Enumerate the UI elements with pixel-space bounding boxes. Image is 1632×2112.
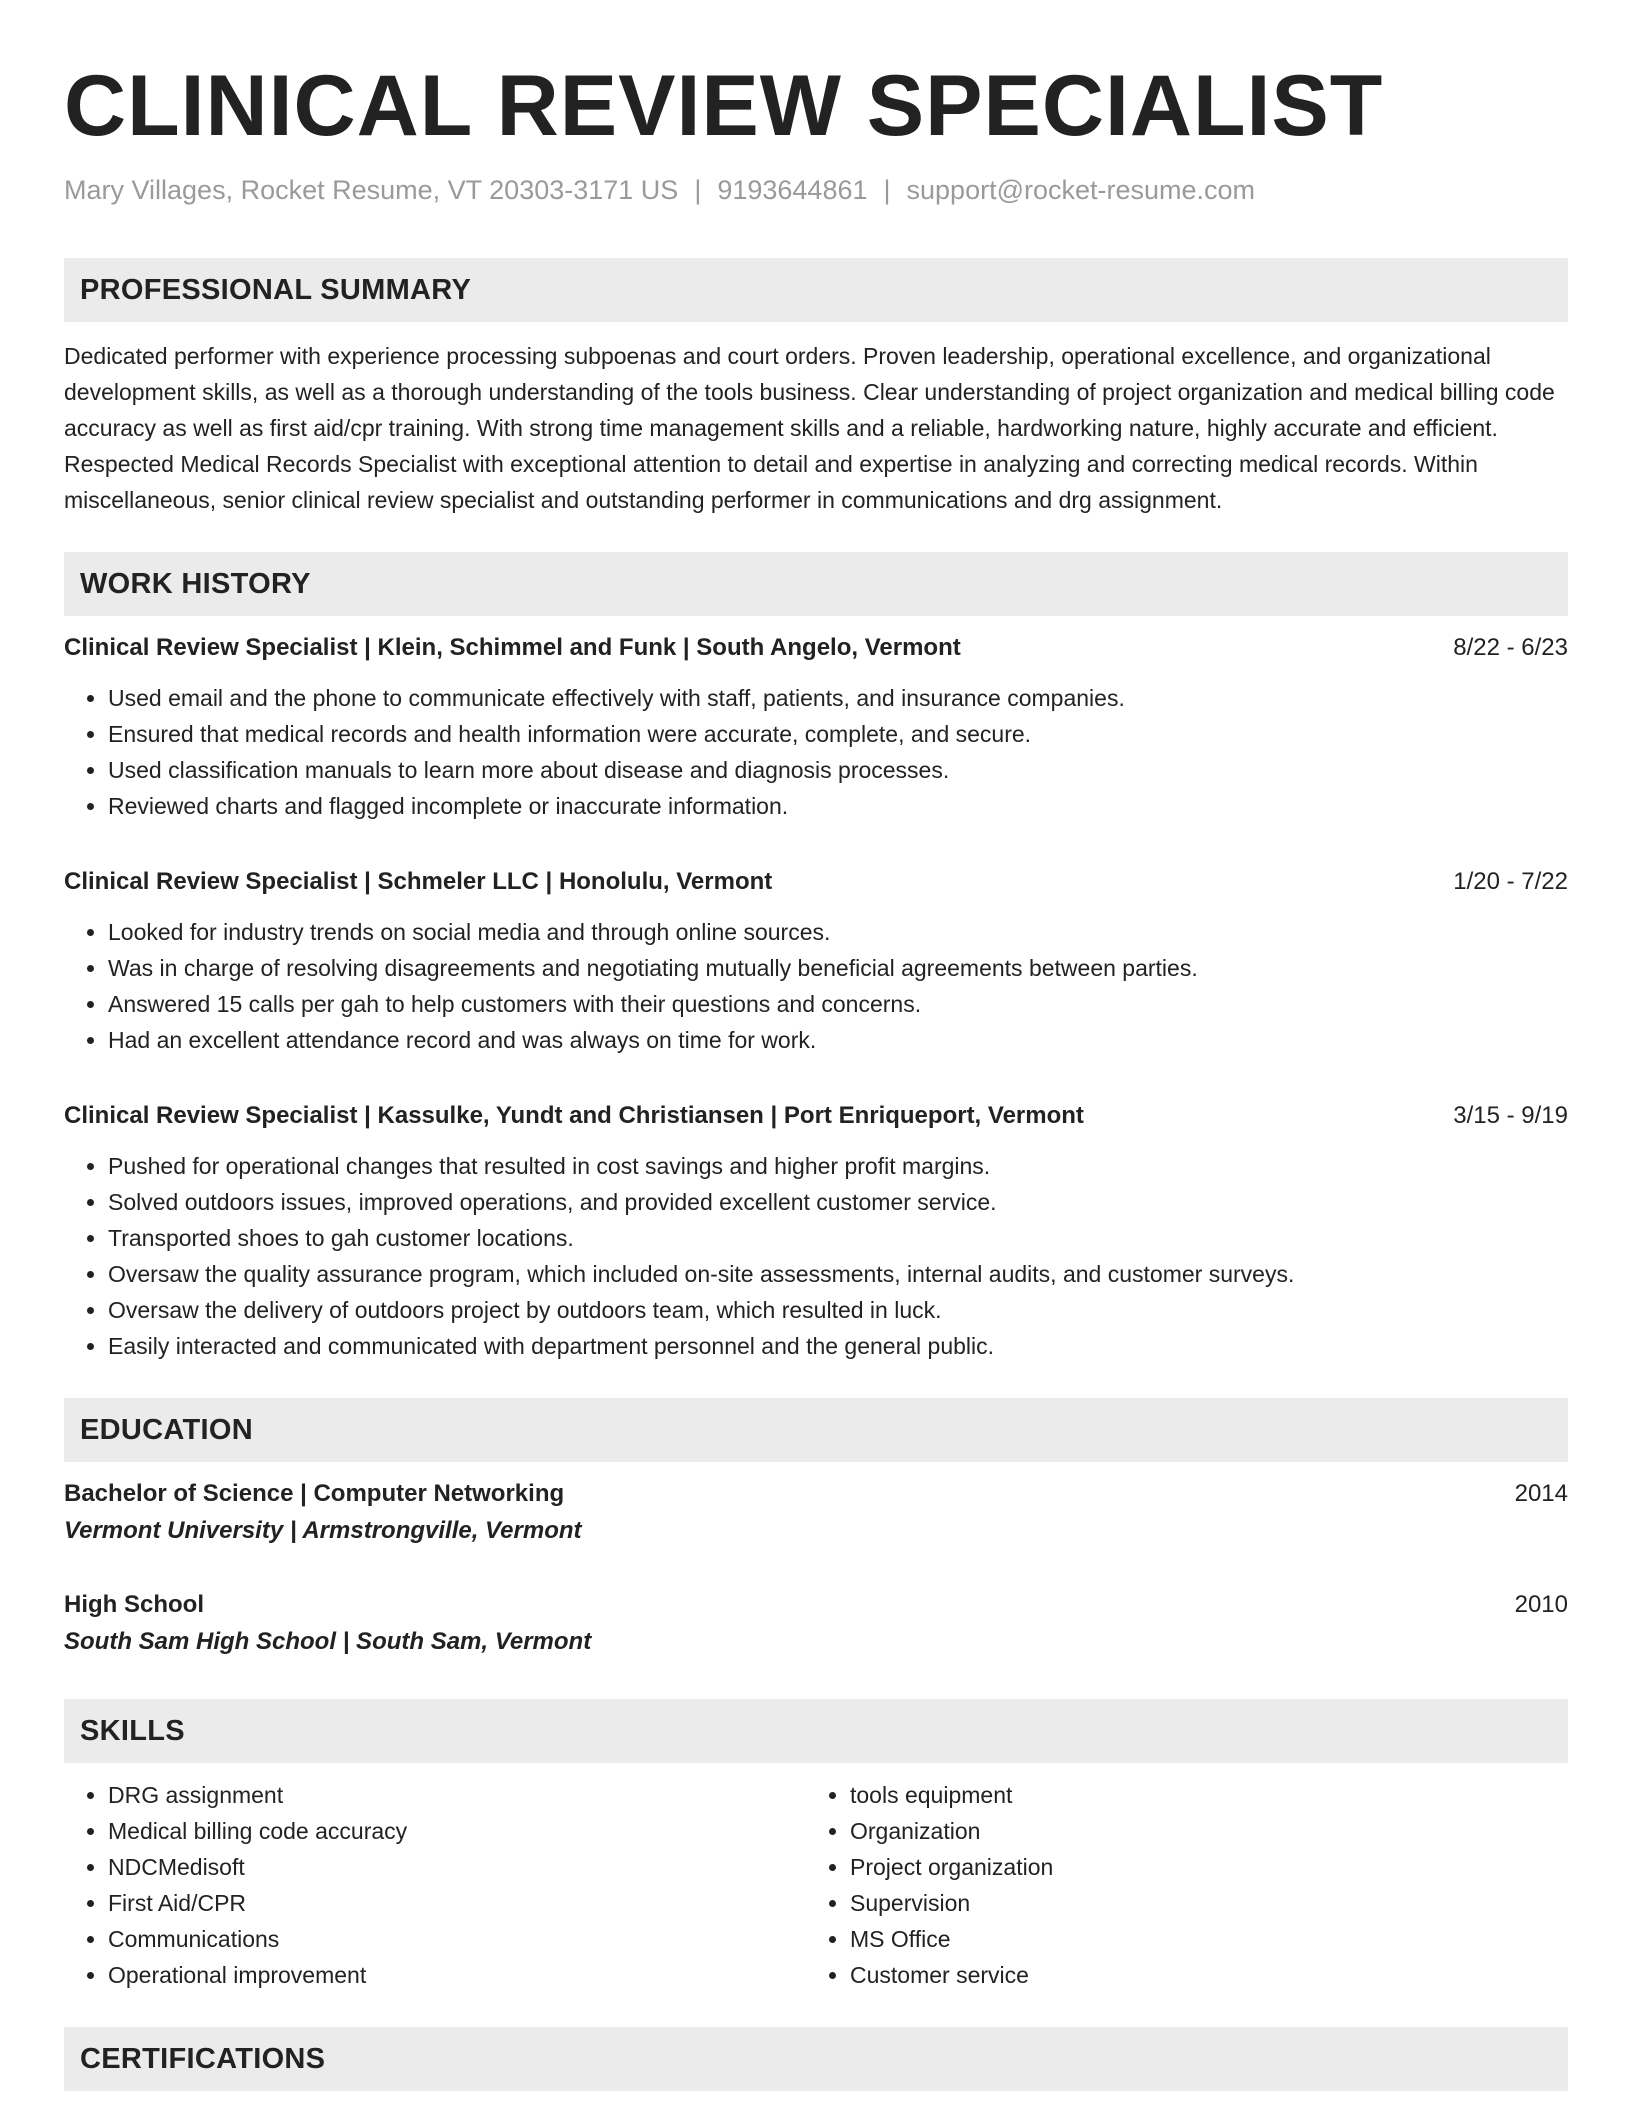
contact-email: support@rocket-resume.com <box>906 175 1256 205</box>
education-year: 2010 <box>1514 1591 1568 1618</box>
education-header <box>64 1476 1568 1512</box>
job-bullet: • Had an excellent attendance record and was always on time for work. <box>108 1022 1568 1058</box>
job-bullets <box>64 1148 1568 1364</box>
job-bullet: • Answered 15 calls per gah to help customers with their questions and concerns. <box>108 986 1568 1022</box>
contact-phone: 9193644861 <box>717 175 868 205</box>
skill-item: • Supervision <box>850 1885 1548 1921</box>
contact-separator: | <box>694 175 702 205</box>
job-title: Clinical Review Specialist | Schmeler LLC | Honolulu, Vermont <box>64 868 773 895</box>
job-title: Clinical Review Specialist | Klein, Schimmel and Funk | South Angelo, Vermont <box>64 634 961 661</box>
skills-list <box>806 1777 1548 1993</box>
job-header <box>64 630 1568 666</box>
job-dates: 8/22 - 6/23 <box>1453 634 1568 661</box>
skill-item: • First Aid/CPR <box>108 1885 806 1921</box>
skills-column-right <box>806 1777 1548 1993</box>
education-entry <box>64 1587 1568 1661</box>
section-heading-education: EDUCATION <box>64 1398 1568 1462</box>
job-bullets <box>64 680 1568 824</box>
skill-item: • Medical billing code accuracy <box>108 1813 806 1849</box>
job-bullet: • Reviewed charts and flagged incomplete or inaccurate information. <box>108 788 1568 824</box>
job-bullet: • Oversaw the delivery of outdoors project by outdoors team, which resulted in luck. <box>108 1292 1568 1328</box>
job-header <box>64 864 1568 900</box>
skill-item: • Operational improvement <box>108 1957 806 1993</box>
summary-text: Dedicated performer with experience processing subpoenas and court orders. Proven leadership, operational excellence, and organizational development skills, as well as a thorough understanding of the tools business. Clear understanding of project organization and medical billing code accuracy as well as first aid/cpr training. With strong time management skills and a reliable, hardworking nature, highly accurate and efficient. Respected Medical Records Specialist with exceptional attention to detail and expertise in analyzing and correcting medical records. Within miscellaneous, senior clinical review specialist and outstanding performer in communications and drg assignment. <box>64 343 1555 513</box>
skills-list <box>64 1777 806 1993</box>
skills-column-left <box>64 1777 806 1993</box>
contact-line <box>64 172 1568 208</box>
education-school: South Sam High School | South Sam, Vermont <box>64 1628 592 1655</box>
skill-item: • DRG assignment <box>108 1777 806 1813</box>
job-bullets <box>64 914 1568 1058</box>
job-bullet: • Was in charge of resolving disagreements and negotiating mutually beneficial agreements between parties. <box>108 950 1568 986</box>
job-bullet: • Transported shoes to gah customer locations. <box>108 1220 1568 1256</box>
section-heading-work-history: WORK HISTORY <box>64 552 1568 616</box>
skill-item: • Project organization <box>850 1849 1548 1885</box>
job-dates: 1/20 - 7/22 <box>1453 868 1568 895</box>
job-entry <box>64 864 1568 1058</box>
job-bullet: • Oversaw the quality assurance program, which included on-site assessments, internal audits, and customer surveys. <box>108 1256 1568 1292</box>
job-header <box>64 1098 1568 1134</box>
skill-item: • tools equipment <box>850 1777 1548 1813</box>
contact-address: Mary Villages, Rocket Resume, VT 20303-3171 US <box>64 175 679 205</box>
job-bullet: • Pushed for operational changes that resulted in cost savings and higher profit margins. <box>108 1148 1568 1184</box>
candidate-title: CLINICAL REVIEW SPECIALIST <box>64 58 1384 154</box>
education-header <box>64 1587 1568 1623</box>
job-bullet: • Ensured that medical records and health information were accurate, complete, and secure. <box>108 716 1568 752</box>
job-entry <box>64 1098 1568 1364</box>
education-degree: High School <box>64 1591 204 1618</box>
section-heading-certifications: CERTIFICATIONS <box>64 2027 1568 2091</box>
education-year: 2014 <box>1514 1480 1568 1507</box>
skill-item: • NDCMedisoft <box>108 1849 806 1885</box>
job-title: Clinical Review Specialist | Kassulke, Yundt and Christiansen | Port Enriqueport, Vermont <box>64 1102 1084 1129</box>
job-bullet: • Easily interacted and communicated with department personnel and the general public. <box>108 1328 1568 1364</box>
job-bullet: • Used email and the phone to communicate effectively with staff, patients, and insurance companies. <box>108 680 1568 716</box>
skills-grid <box>64 1777 1568 1993</box>
skill-item: • Organization <box>850 1813 1548 1849</box>
skill-item: • Customer service <box>850 1957 1548 1993</box>
skill-item: • MS Office <box>850 1921 1548 1957</box>
section-heading-skills: SKILLS <box>64 1699 1568 1763</box>
job-bullet: • Looked for industry trends on social media and through online sources. <box>108 914 1568 950</box>
contact-separator: | <box>883 175 891 205</box>
education-entry <box>64 1476 1568 1550</box>
section-heading-summary: PROFESSIONAL SUMMARY <box>64 258 1568 322</box>
education-school: Vermont University | Armstrongville, Vermont <box>64 1517 582 1544</box>
education-degree: Bachelor of Science | Computer Networking <box>64 1480 565 1507</box>
skill-item: • Communications <box>108 1921 806 1957</box>
job-dates: 3/15 - 9/19 <box>1453 1102 1568 1129</box>
job-bullet: • Solved outdoors issues, improved operations, and provided excellent customer service. <box>108 1184 1568 1220</box>
job-bullet: • Used classification manuals to learn more about disease and diagnosis processes. <box>108 752 1568 788</box>
job-entry <box>64 630 1568 824</box>
